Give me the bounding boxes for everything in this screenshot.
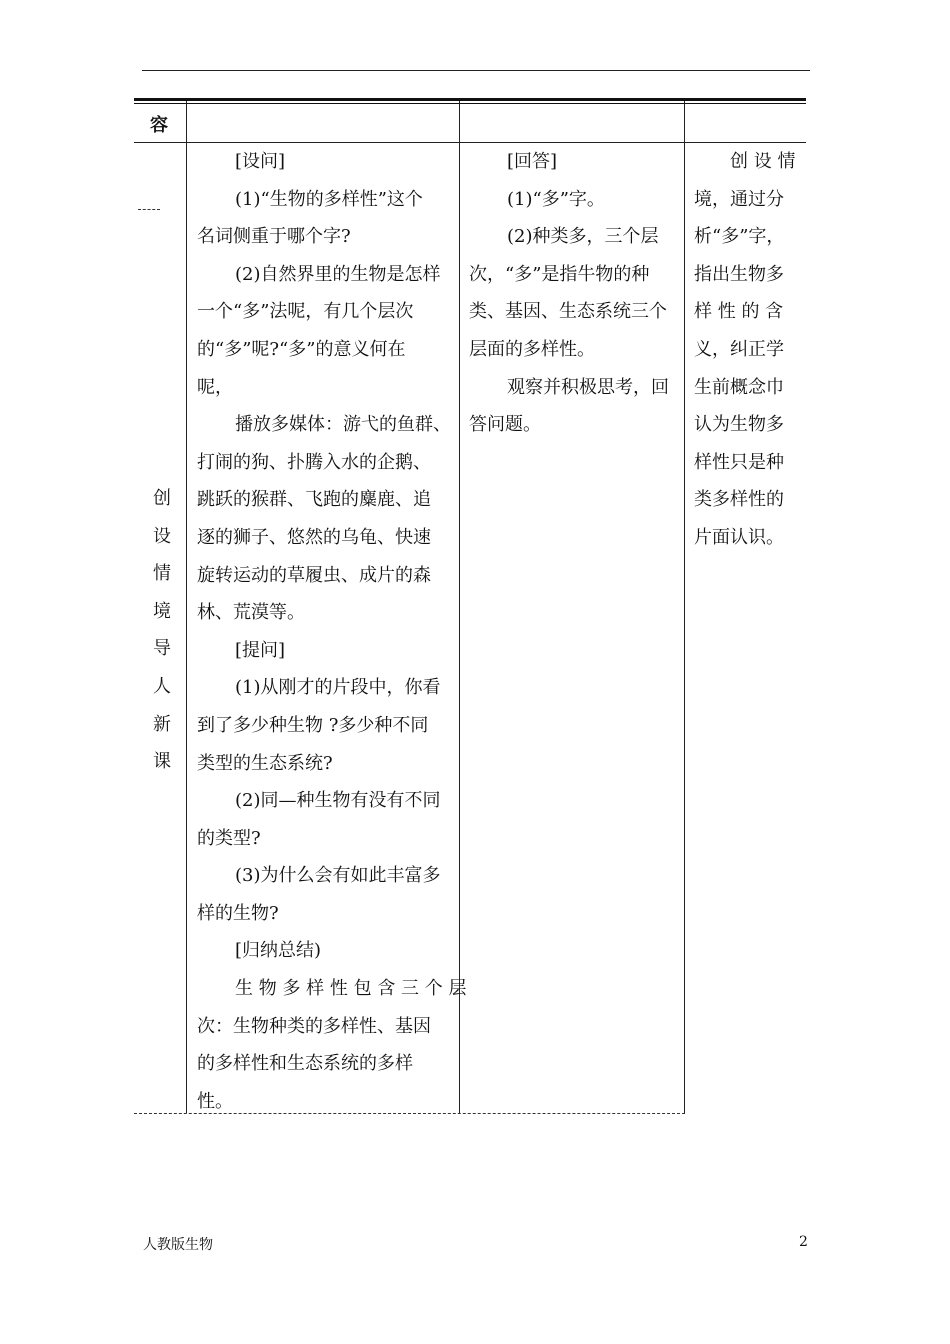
section-label-char: 人 [153, 675, 171, 697]
teacher-line: 跳跃的猴群、飞跑的麋鹿、追 [197, 489, 431, 511]
student-line: 答问题。 [469, 414, 541, 436]
intent-line: 类多样性的 [694, 489, 784, 511]
page-number: 2 [799, 1234, 808, 1250]
intent-line: 境，通过分 [694, 188, 784, 210]
teacher-line: 样的生物? [197, 902, 279, 924]
intent-line: 析“多”字， [694, 226, 785, 248]
section-label-char: 创 [153, 488, 171, 509]
teacher-line: 旋转运动的草履虫、成片的森 [197, 564, 431, 586]
section-label-char: 设 [153, 525, 171, 547]
intent-line: 样 性 的 含 [694, 301, 784, 323]
teacher-line: 一个“多”法呢，有几个层次 [197, 301, 414, 323]
teacher-line: 性。 [197, 1090, 233, 1112]
teacher-line: 的多样性和生态系统的多样 [197, 1053, 413, 1075]
header-rule [142, 70, 810, 71]
section-label-char: 情 [153, 563, 171, 585]
small-dash-mark [138, 209, 160, 210]
teacher-line: 呢， [197, 376, 233, 398]
section-label-char: 导 [153, 638, 171, 660]
footer-publisher: 人教版生物 [143, 1237, 213, 1253]
teacher-line: (1)从刚才的片段中，你看 [235, 677, 441, 699]
teacher-line: [提问] [235, 639, 286, 661]
section-label-char: 课 [153, 751, 171, 773]
table-top-thin-rule [134, 103, 806, 104]
student-line: (2)种类多，三个层 [507, 226, 659, 248]
student-line: 层面的多样性。 [469, 338, 595, 360]
teacher-line: 林、荒漠等。 [197, 602, 305, 624]
design-intent-column [694, 143, 795, 557]
teacher-activity-column [197, 143, 467, 1120]
teacher-line: 打闹的狗、扑腾入水的企鹅、 [197, 451, 431, 473]
teacher-line: 名词侧重于哪个字? [197, 226, 351, 248]
intent-line: 生前概念巾 [694, 376, 784, 398]
teacher-line: 生 物 多 样 性 包 含 三 个 层 [235, 978, 467, 1000]
column-divider-3 [684, 101, 685, 1113]
student-line: 类、基因、生态系统三个 [469, 301, 667, 323]
student-line: 观察并积极思考，回 [507, 376, 669, 398]
intent-line: 创 设 情 [730, 151, 796, 172]
column-divider-1 [186, 101, 187, 1113]
intent-line: 片面认识。 [694, 526, 784, 548]
teacher-line: 次：生物种类的多样性、基因 [197, 1015, 431, 1037]
teacher-line: 的类型? [197, 827, 261, 849]
teacher-line: 到了多少种生物 ?多少种不同 [197, 714, 429, 736]
teacher-line: [归纳总结) [235, 940, 322, 962]
header-cell-label: 容 [150, 115, 168, 136]
intent-line: 指出生物多 [694, 263, 784, 285]
teacher-line: 逐的狮子、悠然的乌龟、快速 [197, 526, 431, 548]
section-label-char: 境 [153, 600, 171, 622]
student-line: [回答] [507, 151, 558, 172]
intent-line: 义，纠正学 [694, 338, 784, 360]
teacher-line: 播放多媒体：游弋的鱼群、 [235, 414, 451, 436]
teacher-line: (2)自然界里的生物是怎样 [235, 263, 441, 285]
student-line: (1)“多”字。 [507, 188, 605, 210]
student-activity-column [469, 143, 669, 444]
student-line: 次，“多”是指牛物的种 [469, 263, 650, 285]
teacher-line: (3)为什么会有如此丰富多 [235, 865, 441, 887]
intent-line: 认为生物多 [694, 414, 784, 436]
teacher-line: [设问] [235, 151, 286, 172]
teacher-line: (1)“生物的多样性”这个 [235, 188, 423, 210]
table-top-thick-rule [134, 98, 806, 101]
teacher-line: 类型的生态系统? [197, 752, 333, 774]
teacher-line: 的“多”呢?“多”的意义何在 [197, 338, 406, 360]
intent-line: 样性只是种 [694, 451, 784, 473]
section-label-vertical [150, 480, 174, 781]
section-label-char: 新 [153, 713, 171, 735]
teacher-line: (2)同—种生物有没有不同 [235, 790, 441, 812]
